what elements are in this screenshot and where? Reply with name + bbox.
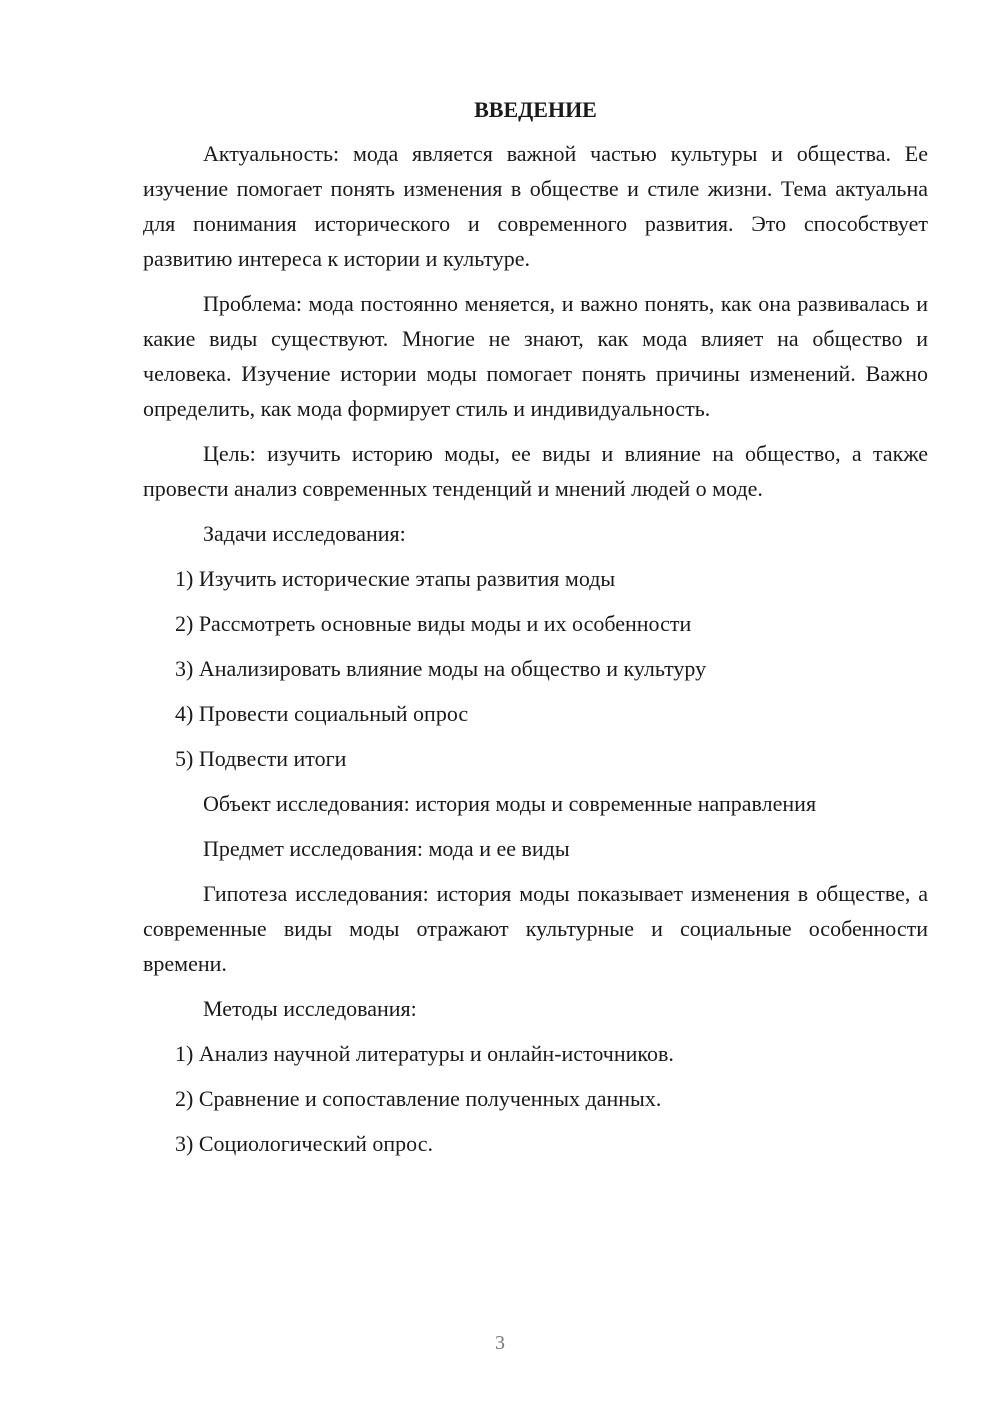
task-item: 5) Подвести итоги (175, 746, 347, 771)
hypothesis-paragraph: Гипотеза исследования: история моды показывает изменения в обществе, а современные виды моды отражают культурные и социальные особенности времени. (143, 881, 928, 976)
goal-paragraph: Цель: изучить историю моды, ее виды и влияние на общество, а также провести анализ современных тенденций и мнений людей о моде. (143, 441, 928, 501)
relevance-paragraph: Актуальность: мода является важной частью культуры и общества. Ее изучение помогает понять изменения в обществе и стиле жизни. Тема актуальна для понимания исторического и современного развития. Это способствует развитию интереса к истории и культуре. (143, 141, 928, 271)
method-item: 1) Анализ научной литературы и онлайн-источников. (175, 1041, 674, 1066)
task-item: 3) Анализировать влияние моды на общество и культуру (175, 656, 707, 681)
object-line: Объект исследования: история моды и современные направления (203, 791, 817, 816)
document-body (143, 92, 928, 1171)
tasks-heading: Задачи исследования: (203, 521, 406, 546)
section-title: ВВЕДЕНИЕ (474, 97, 597, 122)
task-item: 4) Провести социальный опрос (175, 701, 469, 726)
subject-line: Предмет исследования: мода и ее виды (203, 836, 570, 861)
problem-paragraph: Проблема: мода постоянно меняется, и важно понять, как она развивалась и какие виды существуют. Многие не знают, как мода влияет на общество и человека. Изучение истории моды помогает понять причины изменений. Важно определить, как мода формирует стиль и индивидуальность. (143, 291, 928, 421)
method-item: 2) Сравнение и сопоставление полученных данных. (175, 1086, 662, 1111)
task-item: 2) Рассмотреть основные виды моды и их особенности (175, 611, 692, 636)
method-item: 3) Социологический опрос. (175, 1131, 433, 1156)
task-item: 1) Изучить исторические этапы развития моды (175, 566, 616, 591)
page-number: 3 (495, 1332, 505, 1354)
methods-heading: Методы исследования: (203, 996, 417, 1021)
